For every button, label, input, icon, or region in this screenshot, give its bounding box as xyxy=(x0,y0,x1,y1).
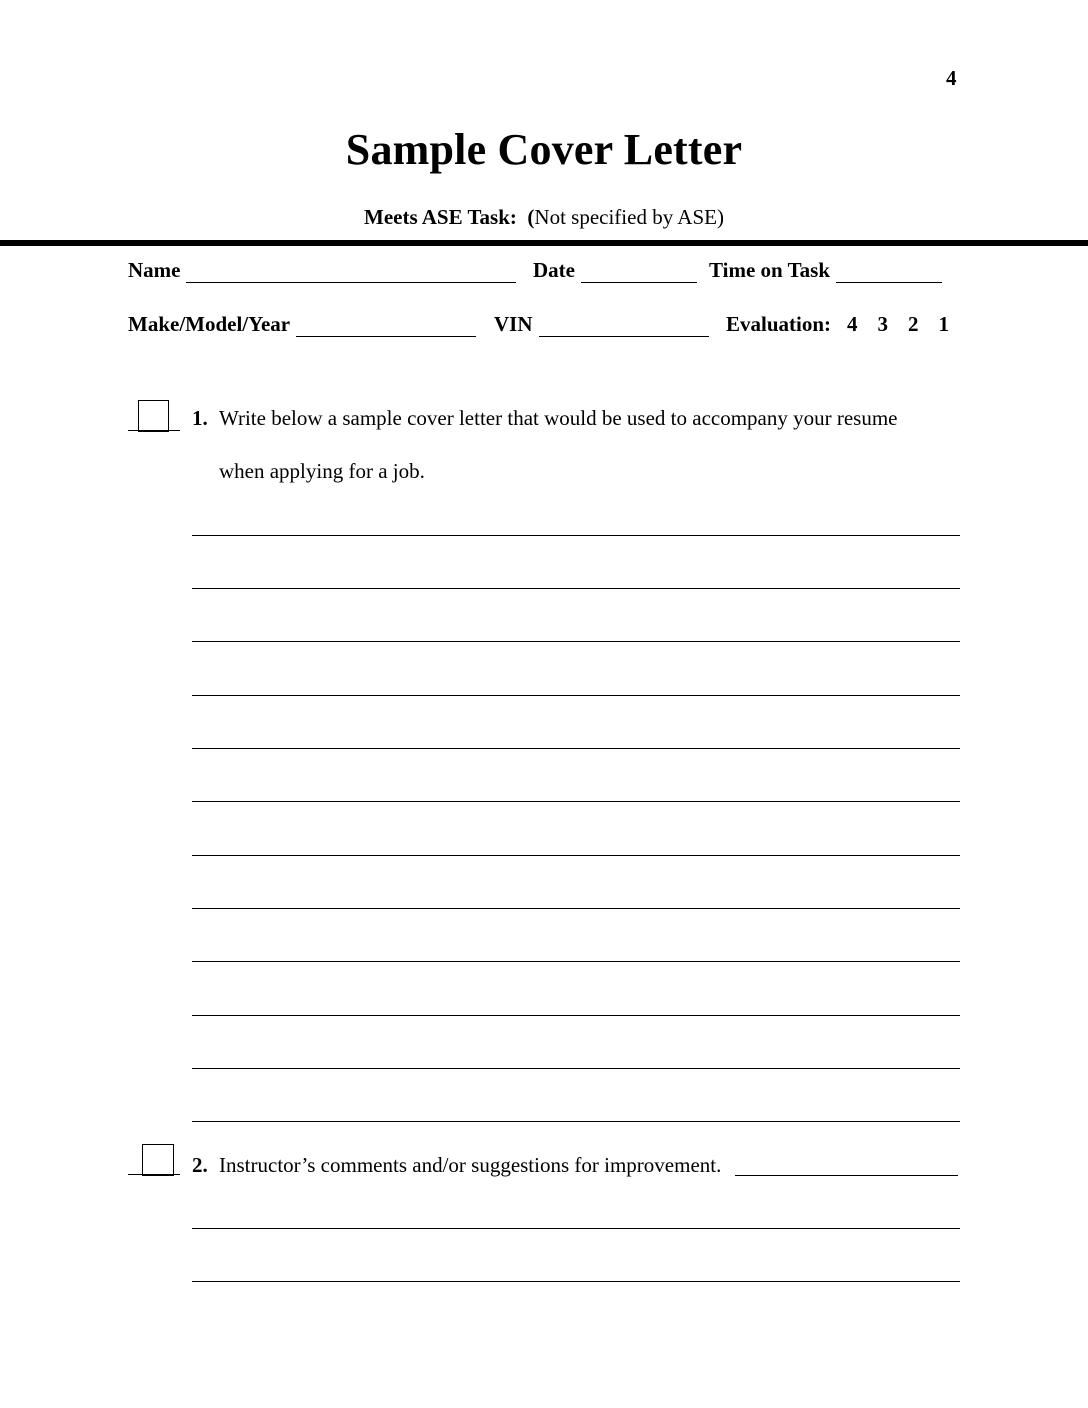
time-on-task-blank[interactable] xyxy=(836,262,942,283)
date-label: Date xyxy=(533,258,575,282)
answer-line[interactable] xyxy=(192,1068,960,1069)
item-1-text-line2: when applying for a job. xyxy=(219,459,425,483)
answer-line[interactable] xyxy=(192,588,960,589)
answer-line[interactable] xyxy=(192,961,960,962)
ase-task-open-paren: ( xyxy=(527,205,535,229)
time-on-task-label: Time on Task xyxy=(709,258,831,282)
item-1-text-line1: Write below a sample cover letter that would be used to accompany your resume xyxy=(219,406,898,430)
date-blank[interactable] xyxy=(581,262,697,283)
info-row-2 xyxy=(0,312,1088,342)
name-field xyxy=(128,258,516,283)
make-model-year-field xyxy=(128,312,476,337)
item-2-text: Instructor’s comments and/or suggestions for improvement. xyxy=(219,1153,722,1177)
page-title: Sample Cover Letter xyxy=(345,125,743,174)
ase-task-value: Not specified by ASE) xyxy=(534,205,724,229)
name-blank[interactable] xyxy=(186,262,516,283)
ase-task-label: Meets ASE Task: xyxy=(364,205,517,229)
evaluation-score-2[interactable]: 2 xyxy=(908,312,919,336)
answer-line[interactable] xyxy=(192,855,960,856)
answer-line[interactable] xyxy=(192,748,960,749)
vin-field xyxy=(494,312,709,337)
comment-line[interactable] xyxy=(192,1228,960,1229)
answer-line[interactable] xyxy=(192,641,960,642)
item-2-checkbox[interactable] xyxy=(128,1144,182,1178)
item-2-checkbox-box xyxy=(142,1144,174,1176)
answer-line[interactable] xyxy=(192,1121,960,1122)
answer-line[interactable] xyxy=(192,801,960,802)
evaluation-score-4[interactable]: 4 xyxy=(847,312,858,336)
evaluation-label: Evaluation: xyxy=(726,312,832,336)
item-1-checkbox[interactable] xyxy=(128,400,182,434)
item-2-number: 2. xyxy=(192,1153,208,1177)
header-divider xyxy=(0,240,1088,246)
date-field xyxy=(533,258,697,283)
evaluation-score-3[interactable]: 3 xyxy=(877,312,889,336)
answer-line[interactable] xyxy=(192,695,960,696)
make-model-year-blank[interactable] xyxy=(296,316,476,337)
evaluation-field xyxy=(726,312,949,337)
make-model-year-label: Make/Model/Year xyxy=(128,312,291,336)
info-row-1 xyxy=(0,258,1088,288)
answer-line[interactable] xyxy=(192,535,960,536)
answer-line[interactable] xyxy=(192,908,960,909)
vin-label: VIN xyxy=(494,312,533,336)
item-1-checkbox-box xyxy=(138,400,169,432)
item-1-number: 1. xyxy=(192,406,208,430)
time-on-task-field xyxy=(709,258,942,283)
vin-blank[interactable] xyxy=(539,316,709,337)
name-label: Name xyxy=(128,258,181,282)
evaluation-score-1[interactable]: 1 xyxy=(938,312,950,336)
comment-line[interactable] xyxy=(192,1281,960,1282)
answer-line[interactable] xyxy=(192,1015,960,1016)
page-number: 4 xyxy=(946,66,957,90)
item-2-inline-blank[interactable] xyxy=(735,1175,958,1176)
ase-task-line xyxy=(0,205,1088,230)
